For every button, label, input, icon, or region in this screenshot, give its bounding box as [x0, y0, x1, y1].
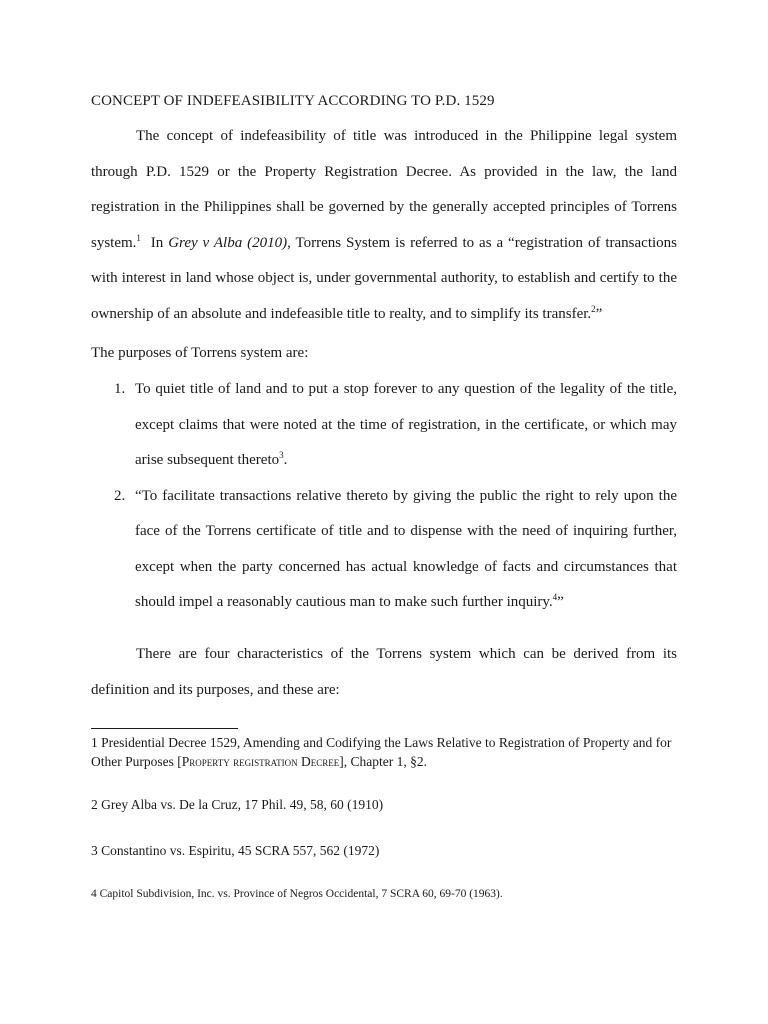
list-item-number: 2.	[114, 487, 126, 504]
footnote-3: 3 Constantino vs. Espiritu, 45 SCRA 557, 562 (1972)	[91, 843, 380, 858]
footnote-ref-1: 1	[136, 232, 141, 243]
characteristics-paragraph: There are four characteristics of the Torrens system which can be derived from its definition and its purposes, and these are:	[91, 646, 677, 698]
footnote-ref-3: 3	[279, 450, 284, 460]
intro-text-c: Torrens System is referred to as a “registration of transactions with interest in land whose object is, under governmental authority, to establish and certify to the ownership of an absolute and indefeasible title to realty, and to simplify its transfer.	[91, 234, 678, 322]
document-heading: CONCEPT OF INDEFEASIBILITY ACCORDING TO P.D. 1529	[91, 93, 495, 109]
intro-text-d: ”	[595, 305, 603, 322]
footnote-1-smallcaps: Property registration Decree	[181, 754, 340, 769]
list-item-tail: ”	[557, 594, 564, 610]
purposes-list	[91, 372, 677, 621]
footnote-2: 2 Grey Alba vs. De la Cruz, 17 Phil. 49, 58, 60 (1910)	[91, 797, 384, 812]
footnote-1	[91, 733, 691, 771]
intro-paragraph	[91, 119, 677, 332]
list-item-number: 1.	[114, 381, 126, 397]
list-item-text: “To facilitate transactions relative thereto by giving the public the right to rely upon the face of the Torrens certificate of title and to dispense with the need of inquiring further, except when the party concerned has actual knowledge of facts and circumstances that should impel a reasonably cautious man to make such further inquiry.	[135, 487, 677, 610]
list-item	[91, 479, 677, 621]
list-item	[91, 372, 677, 479]
purposes-intro: The purposes of Torrens system are:	[91, 345, 309, 361]
intro-text-b: In	[140, 234, 169, 251]
case-name: Grey v Alba (2010),	[168, 234, 291, 251]
footnote-4: 4 Capitol Subdivision, Inc. vs. Province of Negros Occidental, 7 SCRA 60, 69-70 (1963).	[91, 888, 503, 900]
footnote-divider	[91, 728, 238, 729]
footnote-ref-2: 2	[591, 303, 596, 314]
list-item-tail: .	[283, 452, 288, 468]
footnote-ref-4: 4	[552, 592, 558, 602]
list-item-text: To quiet title of land and to put a stop forever to any question of the legality of the title, except claims that were noted at the time of registration, in the certificate, or which may arise subsequent thereto	[135, 381, 677, 468]
footnote-1-text-b: ], Chapter 1, §2.	[339, 754, 427, 769]
footnote-1-text-a: 1 Presidential Decree 1529, Amending and Codifying the Laws Relative to Registration of Property and for Other Purposes [	[91, 735, 672, 769]
intro-text-a: The concept of indefeasibility of title was introduced in the Philippine legal system through P.D. 1529 or the Property Registration Decree. As provided in the law, the land registration in the Philippines shall be governed by the generally accepted principles of Torrens system.	[91, 128, 677, 251]
